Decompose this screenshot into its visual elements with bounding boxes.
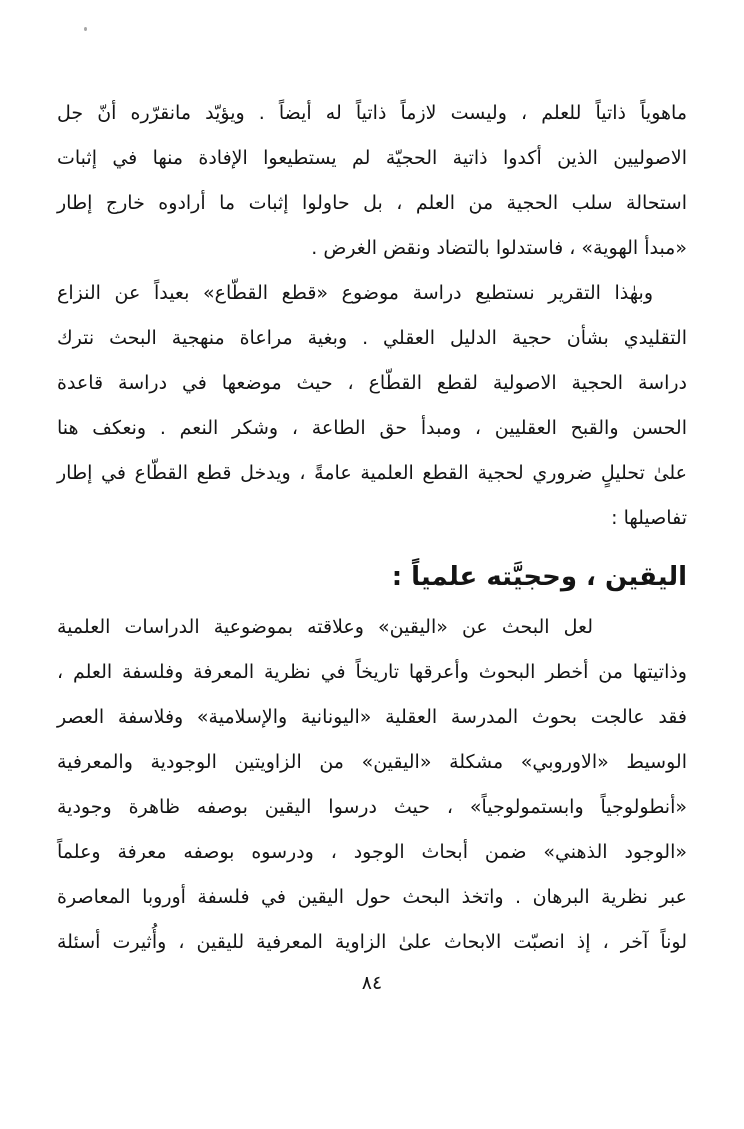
page-text-block [57, 91, 687, 965]
text-line: وذاتيتها من أخطر البحوث وأعرقها تاريخاً في نظرية المعرفة وفلسفة العلم ، [57, 661, 687, 683]
paragraph-continuation [57, 91, 687, 271]
text-line: لعل البحث عن «اليقين» وعلاقته بموضوعية الدراسات العلمية [57, 616, 593, 638]
text-line: الحسن والقبح العقليين ، ومبدأ حق الطاعة ، وشكر النعم . ونعكف هنا [57, 417, 687, 439]
text-line: «الوجود الذهني» ضمن أبحاث الوجود ، ودرسوه بوصفه معرفة وعلماً [57, 841, 687, 863]
page-number: ٨٤ [361, 972, 383, 994]
text-line: عبر نظرية البرهان . واتخذ البحث حول اليقين في فلسفة أوروبا المعاصرة [57, 886, 687, 908]
text-line: «مبدأ الهوية» ، فاستدلوا بالتضاد ونقض الغرض . [311, 237, 687, 259]
text-line: التقليدي بشأن حجية الدليل العقلي . وبغية مراعاة منهجية البحث نترك [57, 327, 687, 349]
text-line: دراسة الحجية الاصولية لقطع القطّاع ، حيث موضعها في دراسة قاعدة [57, 372, 687, 394]
paragraph-yaqin [57, 605, 687, 965]
text-line: لوناً آخر ، إذ انصبّت الابحاث علىٰ الزاوية المعرفية لليقين ، وأُثيرت أسئلة [57, 931, 687, 953]
text-line: الوسيط «الاوروبي» مشكلة «اليقين» من الزاويتين الوجودية والمعرفية [57, 751, 687, 773]
section-heading: اليقين ، وحجيَّته علمياً : [391, 562, 687, 592]
scan-artifact-dot [84, 27, 87, 31]
text-line: ماهوياً ذاتياً للعلم ، وليست لازماً ذاتياً له أيضاً . ويؤيّد مانقرّره أنّ جل [57, 102, 687, 124]
text-line: علىٰ تحليلٍ ضروري لحجية القطع العلمية عامةً ، ويدخل قطع القطّاع في إطار [57, 462, 687, 484]
text-line: «أنطولوجياً وابستمولوجياً» ، حيث درسوا اليقين بوصفه ظاهرة وجودية [57, 796, 687, 818]
text-line: تفاصيلها : [611, 507, 687, 529]
text-line: وبهٰذا التقرير نستطيع دراسة موضوع «قطع القطّاع» بعيداً عن النزاع [57, 282, 653, 304]
text-line: استحالة سلب الحجية من العلم ، بل حاولوا إثبات ما أرادوه خارج إطار [57, 192, 687, 214]
paragraph-taqrir [57, 271, 687, 541]
text-line: الاصوليين الذين أكدوا ذاتية الحجيّة لم يستطيعوا الإفادة منها في إثبات [57, 147, 687, 169]
text-line: فقد عالجت بحوث المدرسة العقلية «اليونانية والإسلامية» وفلاسفة العصر [57, 706, 687, 728]
